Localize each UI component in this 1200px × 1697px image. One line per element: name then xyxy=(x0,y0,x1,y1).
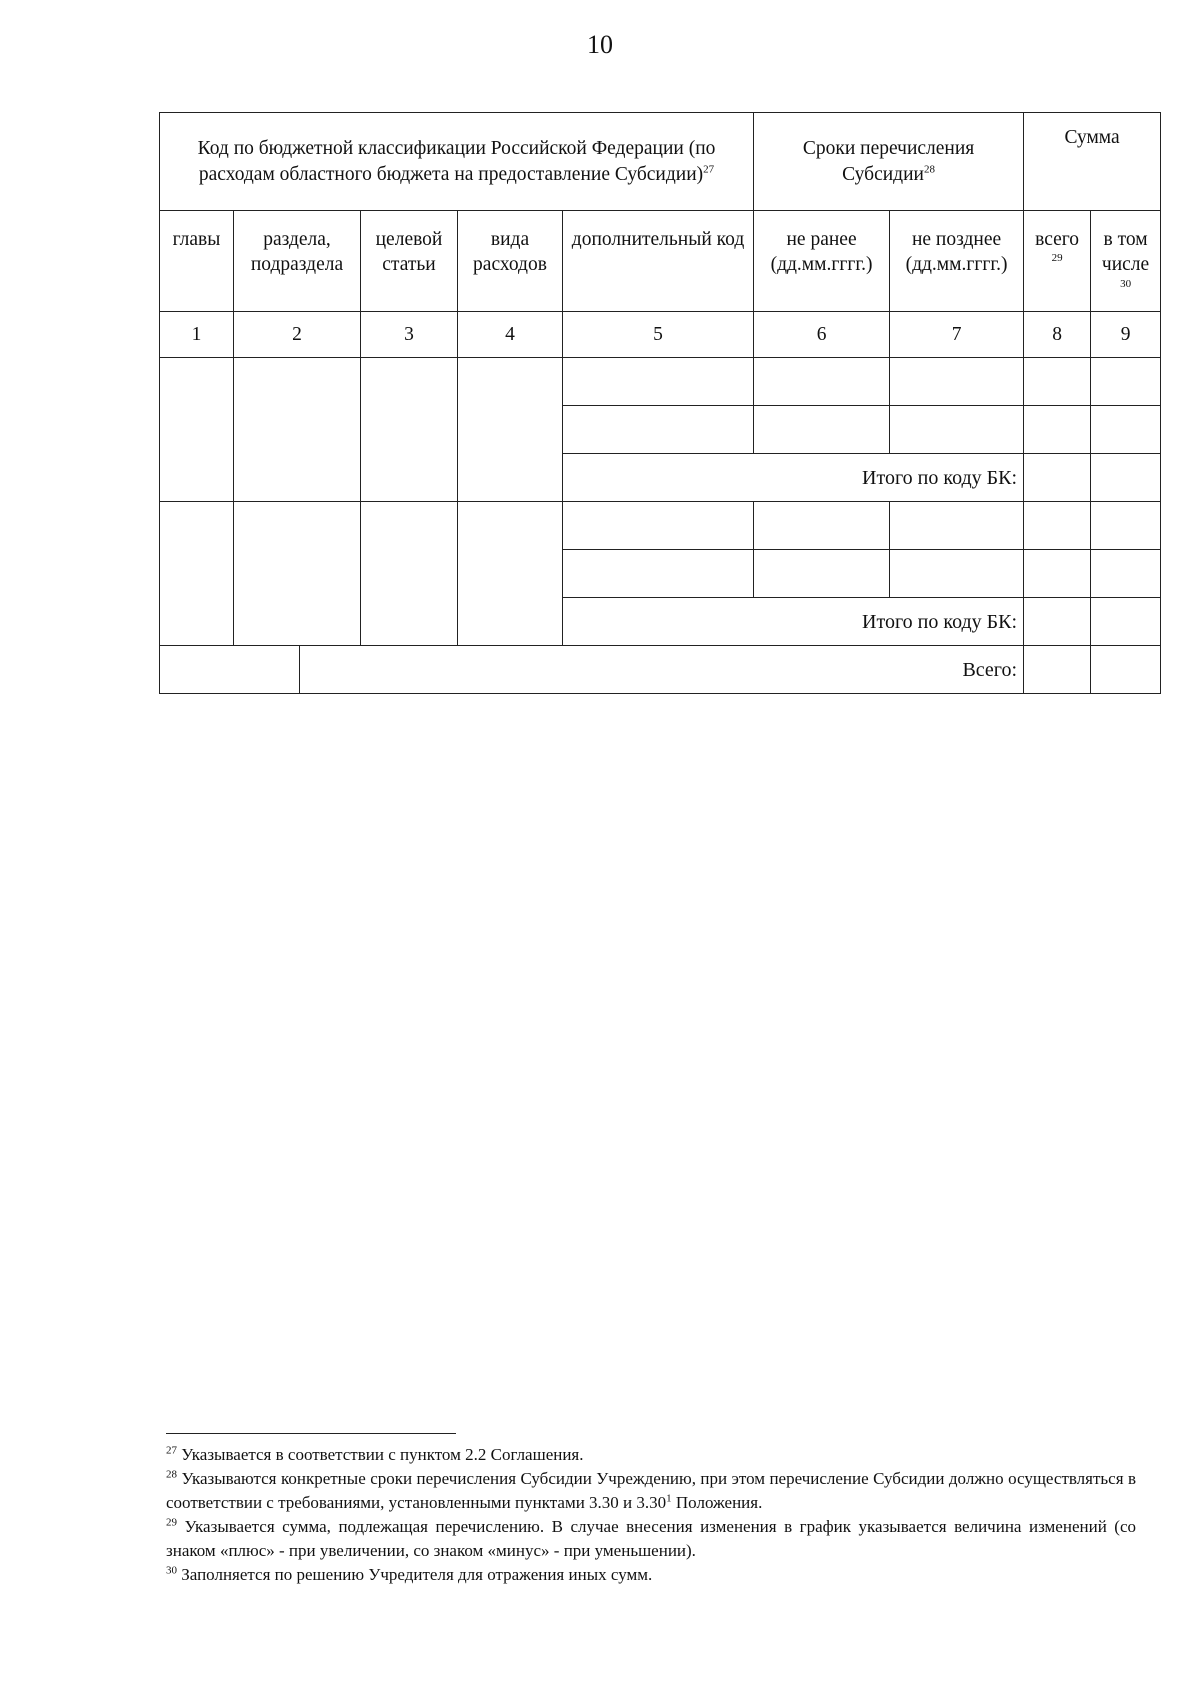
col-not-after: не позднее (дд.мм.гггг.) xyxy=(890,211,1024,312)
col-extra-code: дополнительный код xyxy=(563,211,754,312)
col-section: раздела, подраздела xyxy=(234,211,361,312)
col-chapter: главы xyxy=(160,211,234,312)
col-number: 4 xyxy=(458,312,563,358)
terms-header: Сроки перечисления Субсидии$^{28}$ xyxy=(754,113,1024,211)
empty-cell xyxy=(563,406,754,454)
empty-cell xyxy=(1091,502,1161,550)
empty-cell xyxy=(754,406,890,454)
col-total: всего 29 xyxy=(1024,211,1091,312)
empty-cell xyxy=(1024,598,1091,646)
empty-cell xyxy=(754,358,890,406)
empty-cell xyxy=(754,502,890,550)
footnote-divider xyxy=(166,1433,456,1434)
empty-cell xyxy=(234,358,361,502)
empty-cell xyxy=(1091,358,1161,406)
empty-cell xyxy=(563,358,754,406)
col-number: 5 xyxy=(563,312,754,358)
empty-cell xyxy=(361,358,458,502)
empty-cell xyxy=(1024,358,1091,406)
footnote: $^{27}$ Указывается в соответствии с пунктом 2.2 Соглашения. xyxy=(166,1444,584,1464)
empty-cell xyxy=(160,358,234,502)
empty-cell xyxy=(361,502,458,646)
col-expense: вида расходов xyxy=(458,211,563,312)
kbk-header: Код по бюджетной классификации Российской Федерации (по расходам областного бюджета на предоставление Субсидии)$^{27}$ xyxy=(160,113,754,211)
empty-cell xyxy=(1024,502,1091,550)
footnote: $^{28}$ Указываются конкретные сроки перечисления Субсидии Учреждению, при этом перечисление Субсидии должно осуществляться в соответствии с требованиями, установленными пунктами 3.30 и 3.30$^1$ Положения. xyxy=(166,1468,1136,1512)
empty-cell xyxy=(1024,550,1091,598)
col-number: 3 xyxy=(361,312,458,358)
subheader-row xyxy=(160,211,1161,312)
col-number: 7 xyxy=(890,312,1024,358)
empty-cell xyxy=(563,550,754,598)
empty-cell xyxy=(458,502,563,646)
empty-cell xyxy=(890,550,1024,598)
empty-cell xyxy=(890,406,1024,454)
grand-total-row xyxy=(160,646,1161,694)
footnote: $^{29}$ Указывается сумма, подлежащая перечислению. В случае внесения изменения в график указывается величина изменений (со знаком «плюс» - при увеличении, со знаком «минус» - при уменьшении). xyxy=(166,1516,1137,1560)
subtotal-label: Итого по коду БК: xyxy=(563,454,1024,502)
col-number: 9 xyxy=(1091,312,1161,358)
column-numbers-row xyxy=(160,312,1161,358)
empty-cell xyxy=(1024,454,1091,502)
col-number: 8 xyxy=(1024,312,1091,358)
grand-total-label: Всего: xyxy=(300,646,1024,693)
empty-cell xyxy=(1091,646,1160,693)
empty-cell xyxy=(458,358,563,502)
empty-cell xyxy=(1024,646,1091,693)
table-row xyxy=(160,358,1161,406)
col-number: 2 xyxy=(234,312,361,358)
empty-cell xyxy=(234,502,361,646)
empty-cell xyxy=(1091,406,1161,454)
empty-cell xyxy=(1091,454,1161,502)
empty-cell xyxy=(890,502,1024,550)
empty-cell xyxy=(160,646,300,693)
table-row xyxy=(160,502,1161,550)
col-target: целевой статьи xyxy=(361,211,458,312)
col-number: 6 xyxy=(754,312,890,358)
col-including: в том числе 30 xyxy=(1091,211,1161,312)
grand-total-cell xyxy=(160,646,1161,694)
page-number: 10 xyxy=(587,30,613,59)
footnote: $^{30}$ Заполняется по решению Учредителя для отражения иных сумм. xyxy=(166,1564,653,1584)
header-row xyxy=(160,113,1161,211)
sum-header: Сумма xyxy=(1024,113,1161,211)
empty-cell xyxy=(160,502,234,646)
footnotes xyxy=(166,1443,1136,1587)
empty-cell xyxy=(1091,550,1161,598)
empty-cell xyxy=(890,358,1024,406)
empty-cell xyxy=(1091,598,1161,646)
empty-cell xyxy=(754,550,890,598)
empty-cell xyxy=(1024,406,1091,454)
subsidy-schedule-table xyxy=(159,112,1161,694)
col-number: 1 xyxy=(160,312,234,358)
empty-cell xyxy=(563,502,754,550)
col-not-before: не ранее (дд.мм.гггг.) xyxy=(754,211,890,312)
subtotal-label: Итого по коду БК: xyxy=(563,598,1024,646)
